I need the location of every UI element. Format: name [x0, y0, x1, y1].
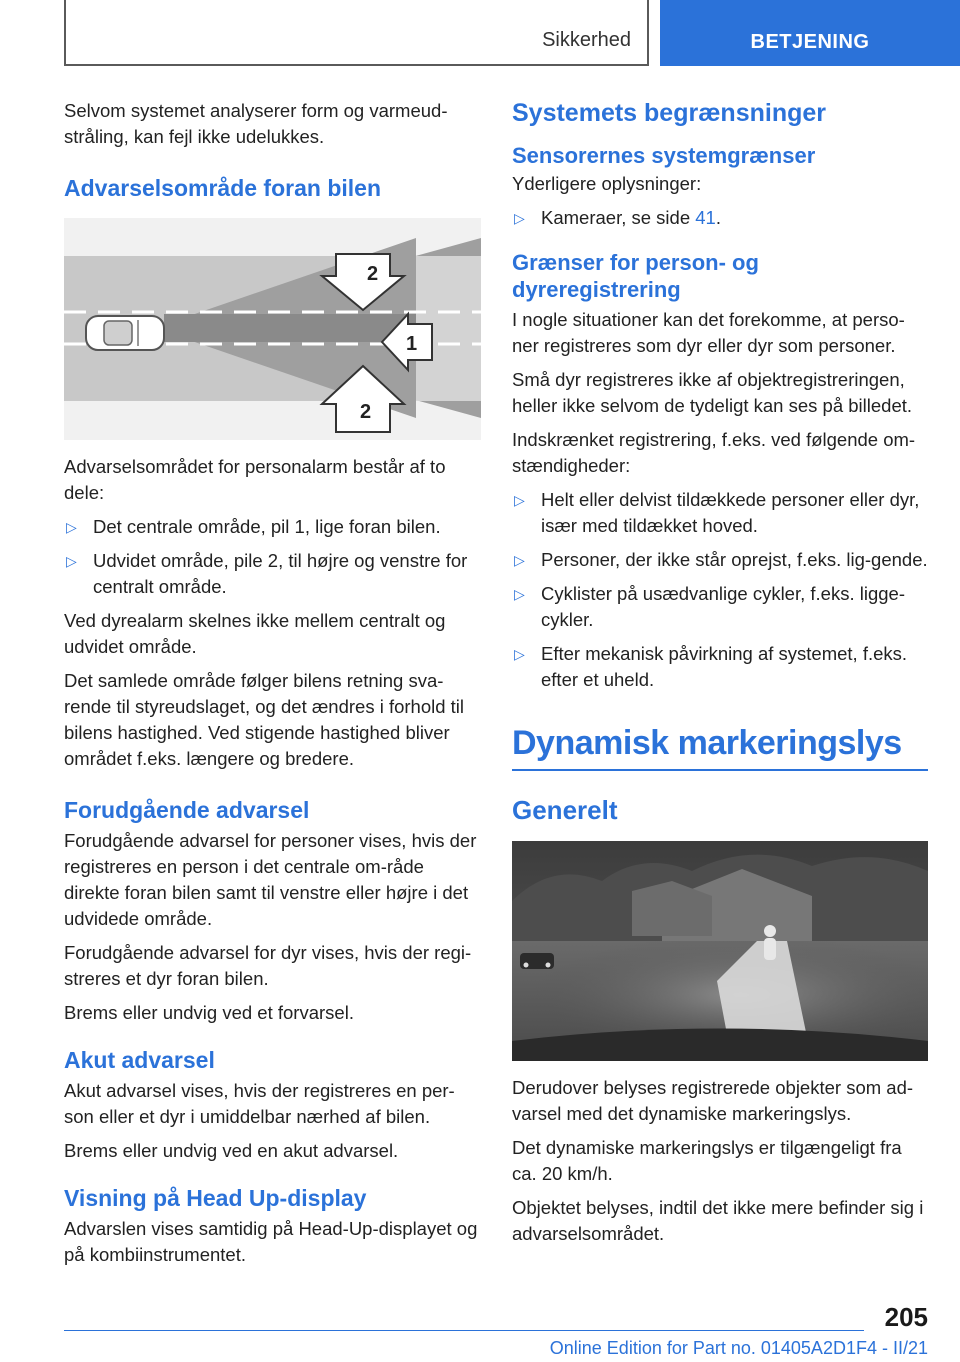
- bullet-triangle-icon: ▷: [514, 210, 525, 226]
- oncoming-car-icon: [520, 953, 554, 969]
- more-info-label: Yderligere oplysninger:: [512, 173, 702, 194]
- pre-warning-paragraph: Forudgående advarsel for personer vises, hvis der registreres en person i det centrale om-råde direkte foran bilen samt til venstre eller højre i det udvidede område.: [64, 830, 477, 929]
- car-icon: [86, 316, 164, 350]
- bullet-triangle-icon: ▷: [66, 553, 77, 569]
- night-road-illustration: [512, 841, 928, 1061]
- page-41-link[interactable]: 41: [695, 207, 716, 228]
- header-section-tab: [64, 0, 649, 66]
- dynamic-spotlight-heading: Dynamisk markeringslys: [512, 723, 928, 771]
- pre-warning-heading: Forudgående advarsel: [64, 797, 310, 823]
- recognition-paragraph-1: I nogle situationer kan det forekomme, at perso-ner registreres som dyr eller dyr som personer.: [512, 309, 905, 356]
- pedestrian-icon: [764, 925, 776, 960]
- chapter-title: BETJENING: [750, 31, 870, 53]
- recognition-paragraph-2: Små dyr registreres ikke af objektregistreringen, heller ikke selvom de tydeligt kan ses på billedet.: [512, 369, 913, 416]
- system-limits-heading: Systemets begrænsninger: [512, 99, 826, 127]
- hud-heading: Visning på Head Up-display: [64, 1185, 367, 1211]
- warning-area-figure: [64, 218, 481, 440]
- total-area-paragraph: Det samlede område følger bilens retning sva-rende til styreudslaget, og det ændres i forhold til bilens hastighed. Ved stigende hastighed bliver området f.eks. længere og bredere.: [64, 670, 465, 769]
- arrow-2-top-label: 2: [367, 263, 379, 285]
- bullet-triangle-icon: ▷: [514, 586, 525, 602]
- dynamic-paragraph-3: Objektet belyses, indtil det ikke mere befinder sig i advarselsområdet.: [512, 1197, 924, 1244]
- acute-warning-heading: Akut advarsel: [64, 1047, 215, 1073]
- animal-alarm-paragraph: Ved dyrealarm skelnes ikke mellem centralt og udvidet område.: [64, 610, 446, 657]
- recognition-paragraph-3: Indskrænket registrering, f.eks. ved følgende om-stændigheder:: [512, 429, 916, 476]
- left-column: [64, 98, 481, 1276]
- bullet-triangle-icon: ▷: [514, 552, 525, 568]
- list-item: ▷ Det centrale område, pil 1, lige foran bilen.: [64, 514, 481, 540]
- bullet-triangle-icon: ▷: [66, 519, 77, 535]
- bullet-triangle-icon: ▷: [514, 646, 525, 662]
- hud-paragraph: Advarslen vises samtidig på Head-Up-displayet og på kombiinstrumentet.: [64, 1218, 478, 1265]
- pre-warning-animal-paragraph: Forudgående advarsel for dyr vises, hvis der regi-streres et dyr foran bilen.: [64, 942, 472, 989]
- list-item: ▷ Kameraer, se side 41.: [512, 205, 928, 231]
- list-item: ▷ Helt eller delvist tildækkede personer eller dyr, især med tildækket hoved.: [514, 489, 920, 536]
- central-zone: [164, 314, 416, 342]
- warning-area-heading: Advarselsområde foran bilen: [64, 175, 381, 201]
- footer-divider: [64, 1330, 864, 1331]
- list-item: ▷ Personer, der ikke står oprejst, f.eks. lig-gende.: [512, 547, 928, 573]
- limited-recognition-list: [512, 487, 928, 693]
- header-chapter-tab: [660, 0, 960, 66]
- acute-warning-action-paragraph: Brems eller undvig ved en akut advarsel.: [64, 1140, 399, 1161]
- figure-caption: Advarselsområdet for personalarm består af to dele:: [64, 456, 446, 503]
- arrow-2-bottom-label: 2: [360, 401, 372, 423]
- warning-area-list: [64, 514, 481, 600]
- list-item: ▷ Cyklister på usædvanlige cykler, f.eks. ligge-cykler.: [514, 583, 905, 630]
- general-heading: Generelt: [512, 795, 618, 825]
- dynamic-paragraph-1: Derudover belyses registrerede objekter som ad-varsel med det dynamiske markeringslys.: [512, 1077, 914, 1124]
- sensor-limits-heading: Sensorernes systemgrænser: [512, 143, 816, 168]
- list-item: ▷ Udvidet område, pile 2, til højre og venstre for centralt område.: [66, 550, 468, 597]
- warning-area-diagram: [64, 218, 481, 440]
- recognition-limits-heading: Grænser for person- og dyreregistrering: [512, 250, 759, 302]
- camera-reference-list: [512, 205, 928, 231]
- list-item: ▷ Efter mekanisk påvirkning af systemet, f.eks. efter et uheld.: [514, 643, 908, 690]
- dynamic-spotlight-figure: [512, 841, 928, 1061]
- bullet-triangle-icon: ▷: [514, 492, 525, 508]
- edition-text: Online Edition for Part no. 01405A2D1F4 - II/21: [549, 1338, 928, 1358]
- dynamic-paragraph-2: Det dynamiske markeringslys er tilgængeligt fra ca. 20 km/h.: [512, 1137, 902, 1184]
- arrow-1-label: 1: [406, 333, 418, 355]
- right-column: [512, 98, 928, 1255]
- page-number: 205: [884, 1302, 928, 1332]
- intro-paragraph: Selvom systemet analyserer form og varmeud-stråling, kan fejl ikke udelukkes.: [64, 100, 448, 147]
- pre-warning-action-paragraph: Brems eller undvig ved et forvarsel.: [64, 1002, 354, 1023]
- acute-warning-paragraph: Akut advarsel vises, hvis der registreres en per-son eller et dyr i umiddelbar nærhed af bilen.: [64, 1080, 455, 1127]
- section-title: Sikkerhed: [542, 29, 631, 51]
